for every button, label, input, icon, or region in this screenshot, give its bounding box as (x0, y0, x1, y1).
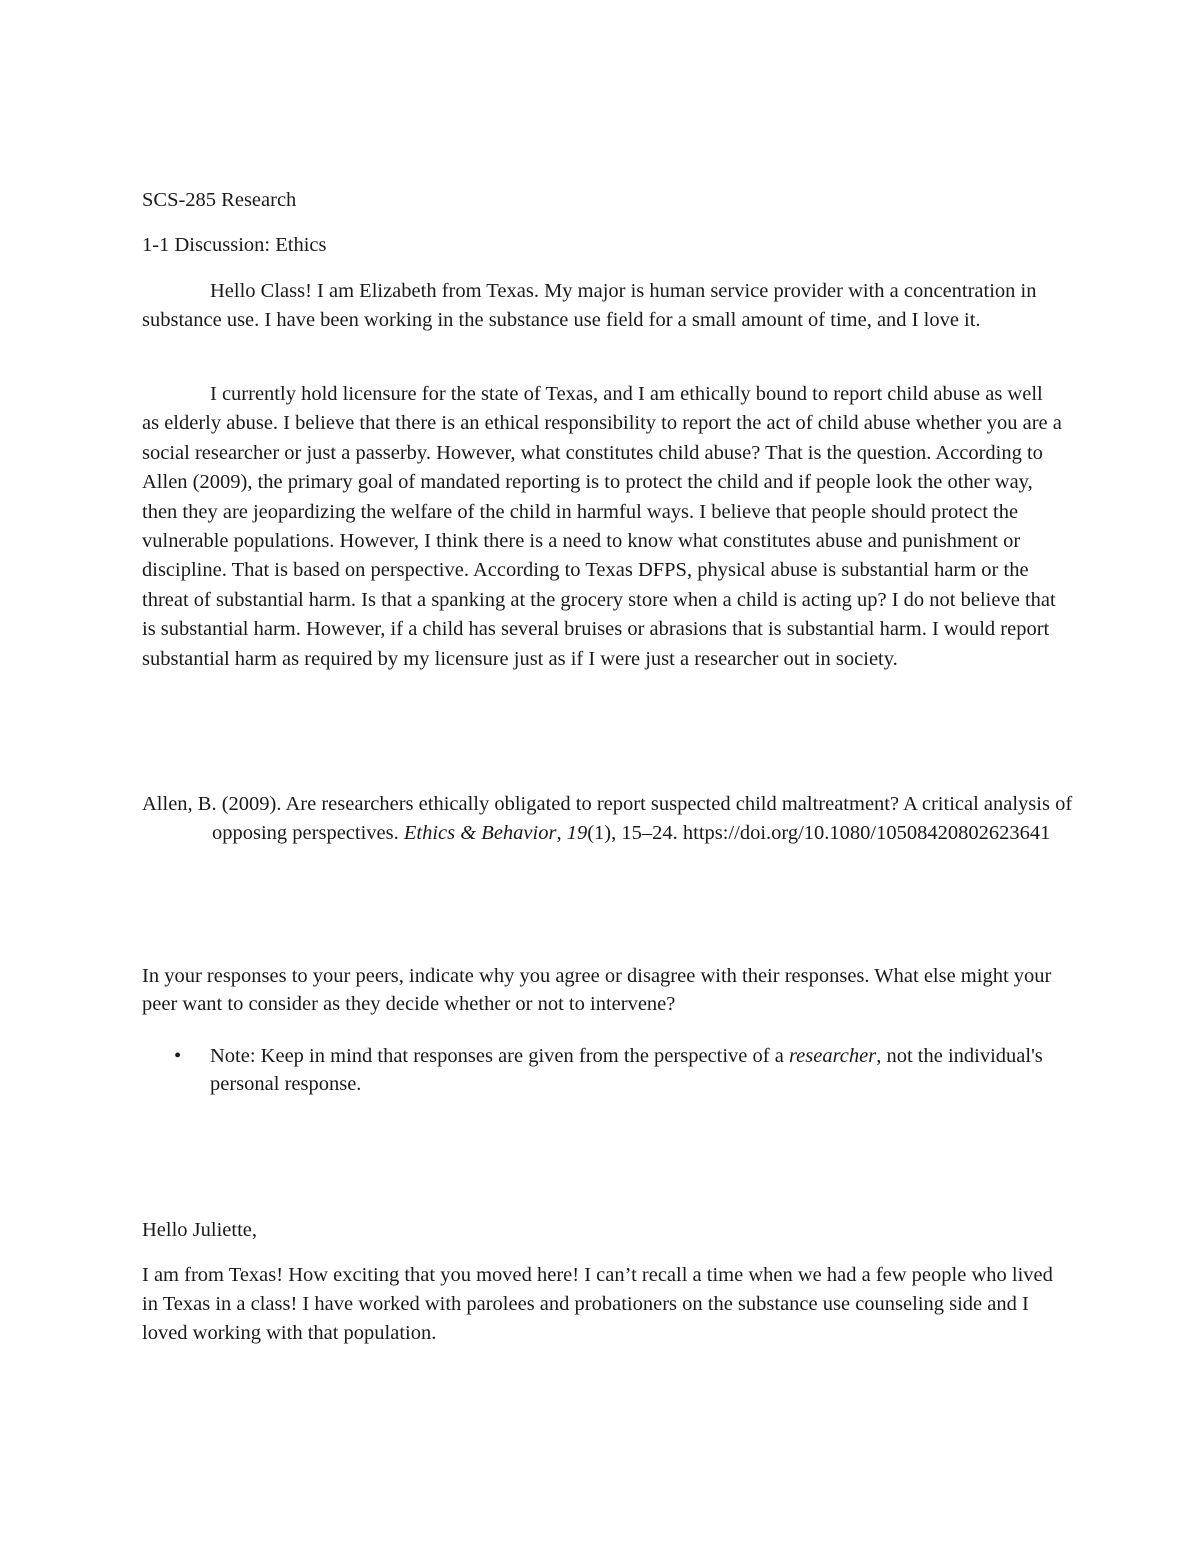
note-list-item (142, 1043, 1062, 1098)
intro-paragraph: Hello Class! I am Elizabeth from Texas. My major is human service provider with a concentration in substance use. I have been working in the substance use field for a small amount of time, and I love it. (142, 280, 1037, 332)
note-text-after: , not the individual's personal response. (210, 1045, 1043, 1095)
reference-journal: Ethics & Behavior (403, 822, 557, 845)
note-text (210, 1043, 1062, 1098)
course-title: SCS-285 Research (142, 189, 297, 211)
reply-greeting: Hello Juliette, (142, 1219, 258, 1241)
reference-authors-title: Allen, B. (2009). Are researchers ethically obligated to report suspected child maltreatment? A critical analysis of opposing perspectives. (142, 793, 1073, 845)
discussion-prompt: In your responses to your peers, indicate why you agree or disagree with their responses. What else might your peer want to consider as they decide whether or not to intervene? (142, 965, 1052, 1015)
assignment-title: 1-1 Discussion: Ethics (142, 234, 327, 256)
reference-entry (142, 790, 1112, 849)
reply-paragraph: I am from Texas! How exciting that you moved here! I can’t recall a time when we had a few people who lived in Texas in a class! I have worked with parolees and probationers on the substance use counseling side and I loved working with that population. (142, 1264, 1053, 1344)
note-text-before: Note: Keep in mind that responses are given from the perspective of a (210, 1045, 789, 1067)
reference-sep: , (556, 822, 567, 845)
ethics-paragraph: I currently hold licensure for the state of Texas, and I am ethically bound to report child abuse as well as elderly abuse. I believe that there is an ethical responsibility to report the act of child abuse whether you are a social researcher or just a passerby. However, what constitutes child abuse? That is the question. According to Allen (2009), the primary goal of mandated reporting is to protect the child and if people look the other way, then they are jeopardizing the welfare of the child in harmful ways. I believe that people should protect the vulnerable populations. However, I think there is a need to know what constitutes abuse and punishment or discipline. That is based on perspective. According to Texas DFPS, physical abuse is substantial harm or the threat of substantial harm. Is that a spanking at the grocery store when a child is acting up? I do not believe that is substantial harm. However, if a child has several bruises or abrasions that is substantial harm. I would report substantial harm as required by my licensure just as if I were just a researcher out in society. (142, 383, 1062, 670)
note-emphasis: researcher (788, 1045, 877, 1067)
reference-volume: 19 (566, 822, 588, 845)
bullet-icon: • (174, 1045, 182, 1067)
reference-pages-doi: (1), 15–24. https://doi.org/10.1080/10508420802623641 (587, 822, 1051, 845)
